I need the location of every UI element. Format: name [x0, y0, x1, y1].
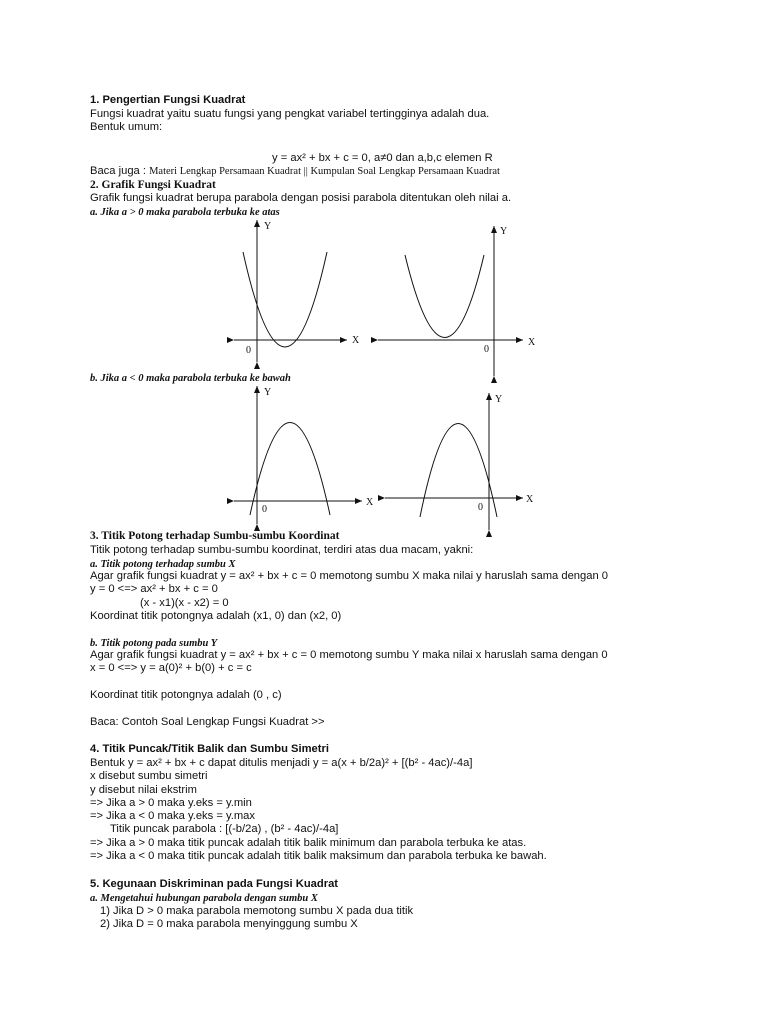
section-5a-subheading: a. Mengetahui hubungan parabola dengan sumbu X — [90, 893, 318, 904]
section-2-description: Grafik fungsi kuadrat berupa parabola dengan posisi parabola ditentukan oleh nilai a. — [90, 192, 512, 204]
graph-upward-2 — [378, 226, 536, 376]
section-4-line-2: x disebut sumbu simetri — [90, 770, 208, 782]
section-3a-line-3: (x - x1)(x - x2) = 0 — [140, 597, 229, 609]
section-5-item-1: 1) Jika D > 0 maka parabola memotong sumbu X pada dua titik — [100, 905, 414, 917]
section-4-line-4: => Jika a > 0 maka y.eks = y.min — [90, 797, 252, 809]
parabola-curve — [243, 252, 327, 347]
section-3a-line-1: Agar grafik fungsi kuadrat y = ax² + bx + c = 0 memotong sumbu X maka nilai y haruslah sama dengan 0 — [90, 570, 609, 582]
section-3b-line-3: Koordinat titik potongnya adalah (0 , c) — [90, 689, 282, 701]
section-4-line-6: Titik puncak parabola : [(-b/2a) , (b² - 4ac)/-4a] — [110, 823, 339, 835]
section-4-line-7: => Jika a > 0 maka titik puncak adalah titik balik minimum dan parabola terbuka ke atas. — [90, 837, 527, 849]
section-1-definition: Fungsi kuadrat yaitu suatu fungsi yang pengkat variabel tertingginya adalah dua. — [90, 108, 490, 120]
graph-downward-1 — [234, 386, 374, 524]
y-axis-label: Y — [264, 387, 272, 398]
origin-label: 0 — [246, 345, 251, 356]
section-5-heading: 5. Kegunaan Diskriminan pada Fungsi Kuadrat — [90, 878, 339, 890]
section-3-heading: 3. Titik Potong terhadap Sumbu-sumbu Koordinat — [90, 530, 340, 542]
y-axis-label: Y — [495, 394, 503, 405]
y-axis-label: Y — [264, 221, 272, 232]
section-3b-line-1: Agar grafik fungsi kuadrat y = ax² + bx + c = 0 memotong sumbu Y maka nilai x haruslah sama dengan 0 — [90, 649, 608, 661]
section-4-line-5: => Jika a < 0 maka y.eks = y.max — [90, 810, 255, 822]
graph-upward-1 — [234, 220, 360, 362]
graph-downward-2 — [385, 393, 534, 530]
x-axis-label: X — [352, 335, 360, 346]
case-a-positive-label: a. Jika a > 0 maka parabola terbuka ke atas — [90, 207, 280, 218]
section-3a-line-4: Koordinat titik potongnya adalah (x1, 0) dan (x2, 0) — [90, 610, 342, 622]
section-3a-line-2: y = 0 <=> ax² + bx + c = 0 — [90, 583, 218, 595]
origin-label: 0 — [478, 502, 483, 513]
section-2-heading: 2. Grafik Fungsi Kuadrat — [90, 179, 216, 191]
section-1-heading: 1. Pengertian Fungsi Kuadrat — [90, 94, 246, 106]
parabola-curve — [420, 424, 497, 518]
section-3a-subheading: a. Titik potong terhadap sumbu X — [90, 559, 236, 570]
see-also-prefix: Baca juga : — [90, 165, 150, 177]
section-5-item-2: 2) Jika D = 0 maka parabola menyinggung sumbu X — [100, 918, 358, 930]
origin-label: 0 — [484, 344, 489, 355]
section-4-line-8: => Jika a < 0 maka titik puncak adalah titik balik maksimum dan parabola terbuka ke bawah. — [90, 850, 547, 862]
related-link[interactable]: Baca: Contoh Soal Lengkap Fungsi Kuadrat >> — [90, 716, 325, 728]
section-3-intro: Titik potong terhadap sumbu-sumbu koordinat, terdiri atas dua macam, yakni: — [90, 544, 474, 556]
parabola-curve — [405, 255, 484, 338]
section-3b-line-2: x = 0 <=> y = a(0)² + b(0) + c = c — [90, 662, 252, 674]
see-also-link[interactable]: Materi Lengkap Persamaan Kuadrat || Kumpulan Soal Lengkap Persamaan Kuadrat — [149, 166, 500, 177]
y-axis-label: Y — [500, 226, 508, 237]
general-formula: y = ax² + bx + c = 0, a≠0 dan a,b,c elemen R — [272, 152, 493, 164]
section-4-line-1: Bentuk y = ax² + bx + c dapat ditulis menjadi y = a(x + b/2a)² + [(b² - 4ac)/-4a] — [90, 757, 473, 769]
section-4-line-3: y disebut nilai ekstrim — [90, 784, 197, 796]
x-axis-label: X — [526, 494, 534, 505]
general-form-label: Bentuk umum: — [90, 121, 163, 133]
origin-label: 0 — [262, 504, 267, 515]
case-a-negative-label: b. Jika a < 0 maka parabola terbuka ke bawah — [90, 373, 291, 384]
x-axis-label: X — [528, 337, 536, 348]
section-4-heading: 4. Titik Puncak/Titik Balik dan Sumbu Simetri — [90, 743, 329, 755]
section-3b-subheading: b. Titik potong pada sumbu Y — [90, 638, 218, 649]
x-axis-label: X — [366, 497, 374, 508]
